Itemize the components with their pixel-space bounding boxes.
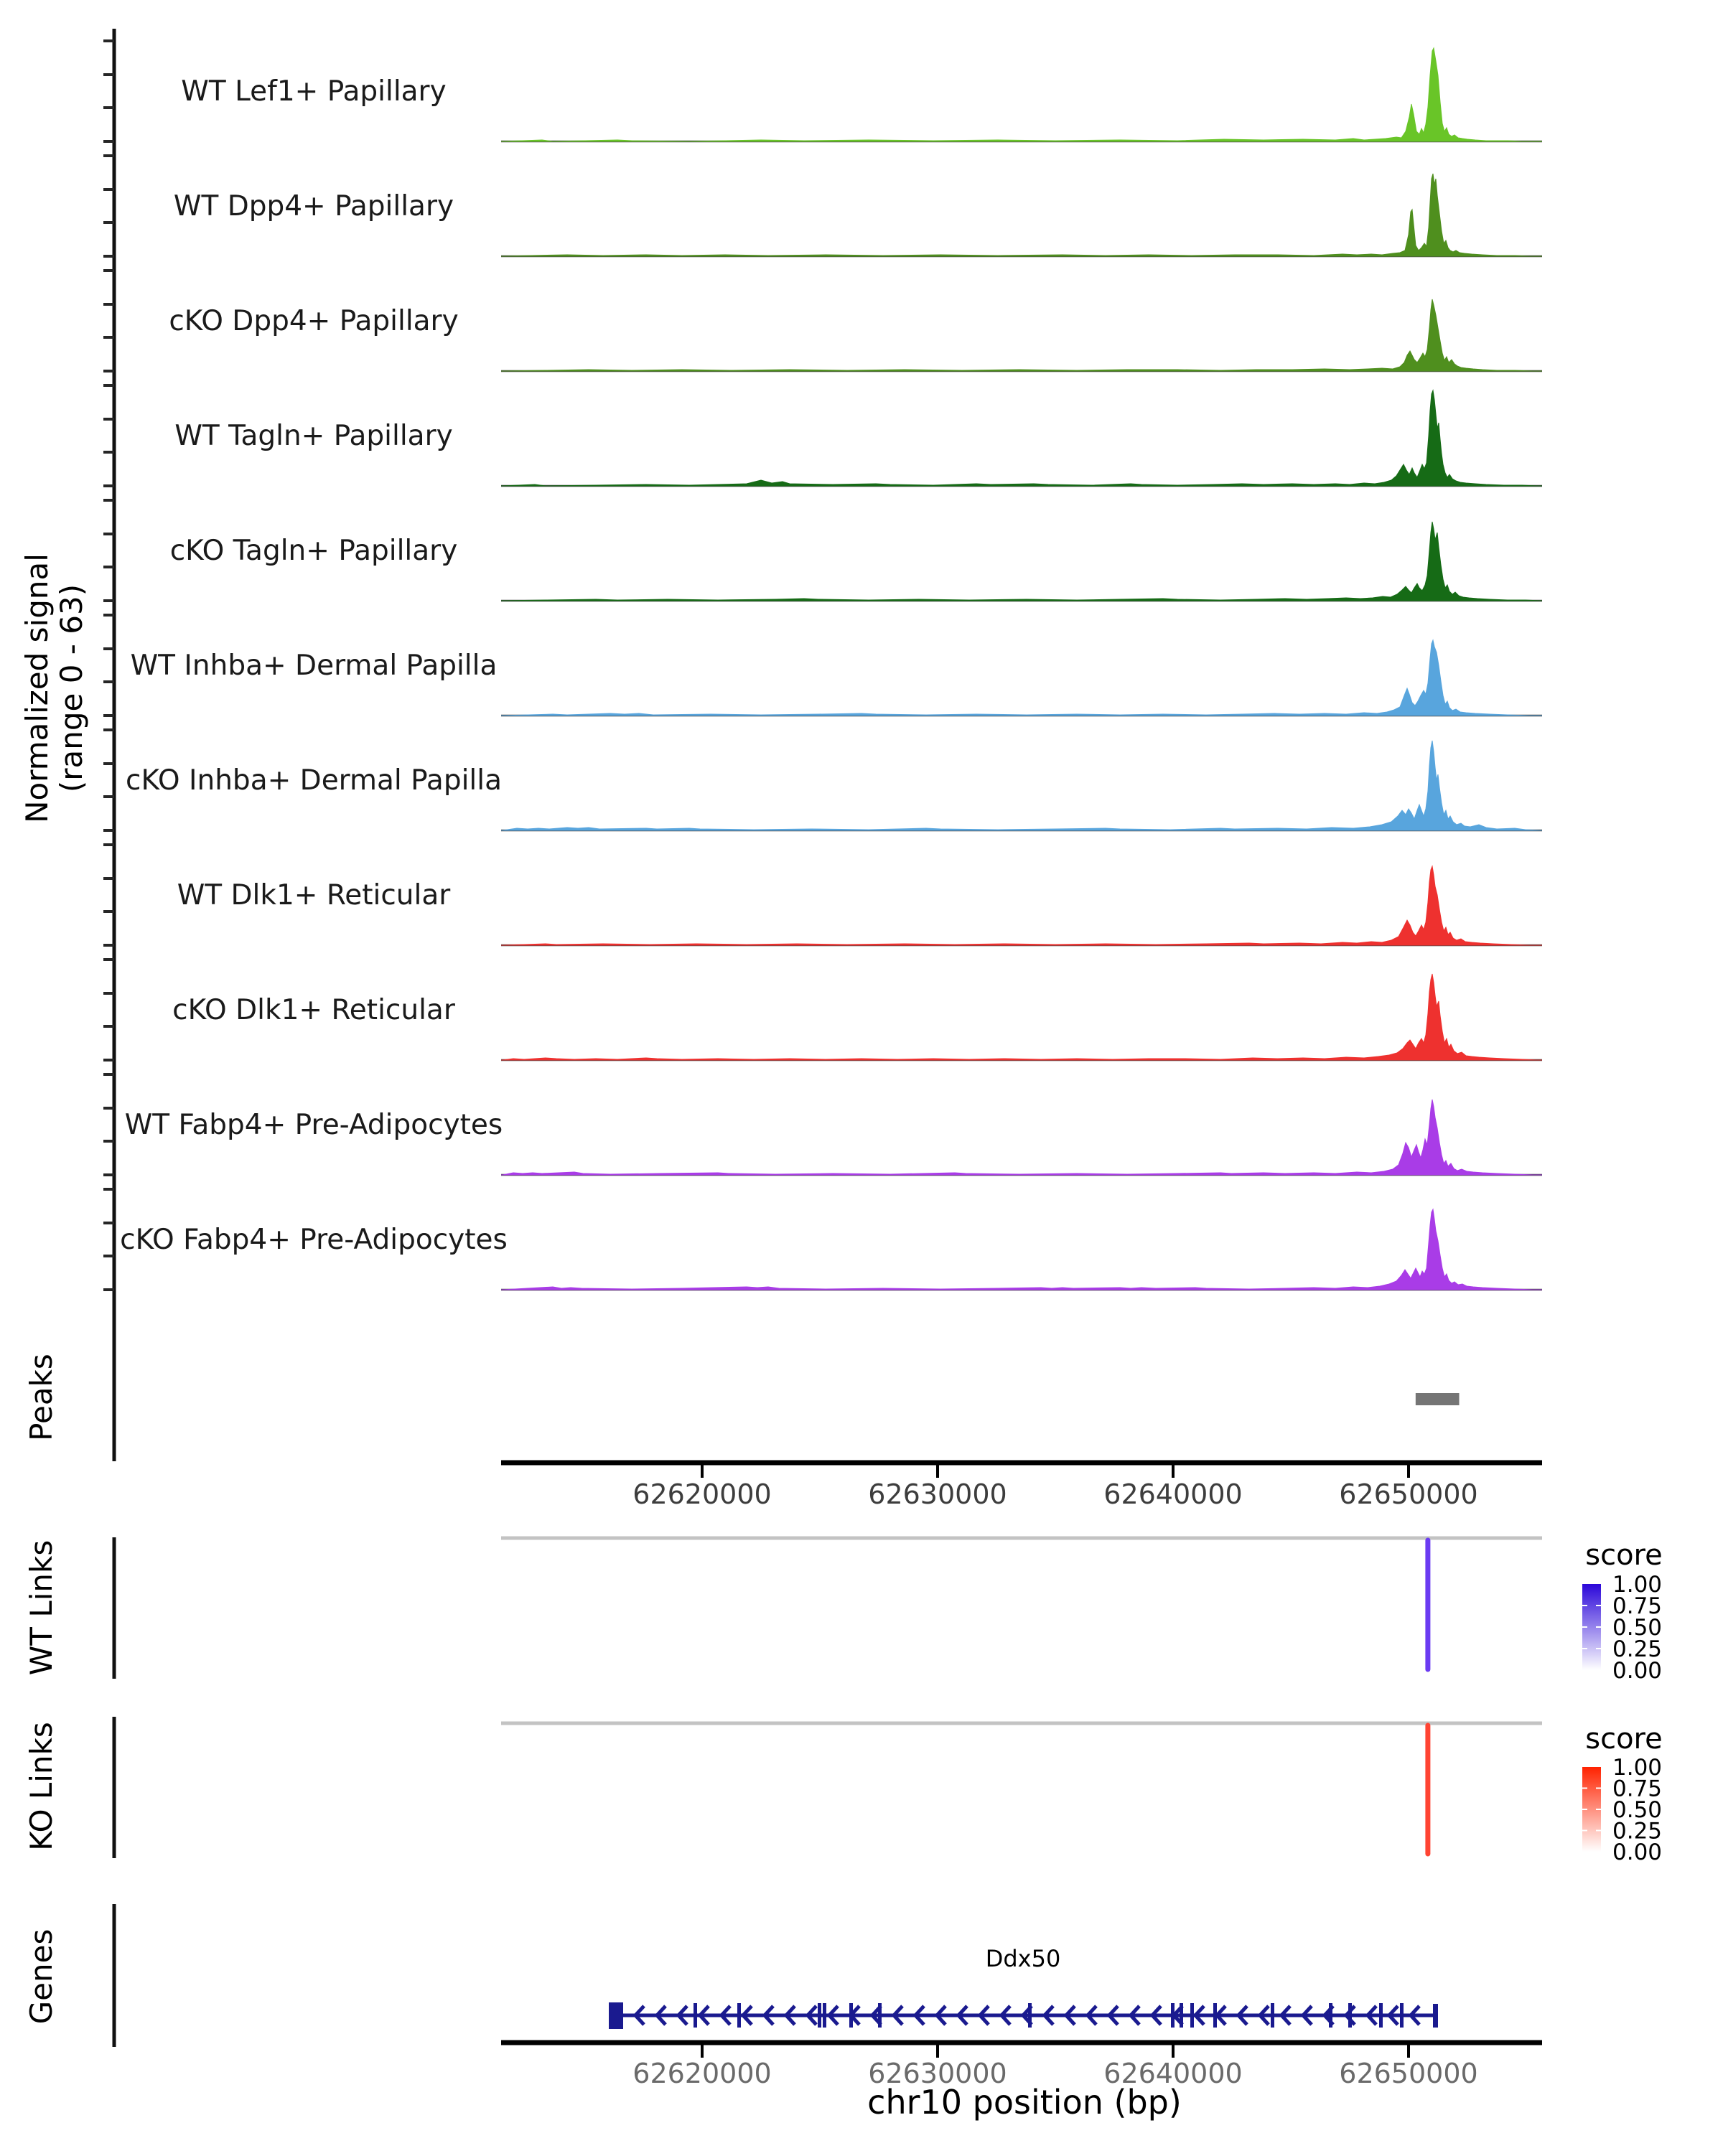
x-axis-title: chr10 position (bp) [867, 2083, 1182, 2122]
gene-exon-tick [823, 2003, 826, 2028]
signal-track [120, 1209, 1542, 1290]
y-axis-label-line2: (range 0 - 63) [54, 583, 89, 793]
wt-score-tick-label: 0.00 [1612, 1658, 1663, 1684]
wt-score-tick-label: 1.00 [1612, 1572, 1663, 1598]
peak-interval-box [1416, 1393, 1460, 1405]
track-label: WT Inhba+ Dermal Papilla [130, 650, 498, 682]
ko-score-tick-label: 1.00 [1612, 1755, 1663, 1781]
wt-links-section [501, 1538, 1662, 1684]
x-axis-tick-label: 62650000 [1339, 1478, 1478, 1510]
coverage-area [501, 1100, 1542, 1175]
gene-exon-tick [818, 2003, 821, 2028]
track-label: WT Tagln+ Papillary [174, 420, 453, 452]
signal-track [172, 974, 1542, 1060]
section-label-peaks: Peaks [24, 1354, 59, 1441]
signal-track [177, 866, 1542, 945]
gene-model-layer [609, 2002, 1438, 2029]
track-label: cKO Dlk1+ Reticular [172, 994, 455, 1026]
ko-score-legend-title: score [1585, 1723, 1663, 1756]
coverage-area [501, 390, 1542, 486]
ko-score-tick-label: 0.00 [1612, 1839, 1663, 1865]
track-label: WT Dlk1+ Reticular [177, 879, 451, 911]
y-axis-label-line1: Normalized signal [19, 553, 55, 823]
gene-name-label: Ddx50 [985, 1945, 1061, 1972]
track-label: cKO Fabp4+ Pre-Adipocytes [120, 1224, 508, 1256]
track-label: WT Dpp4+ Papillary [173, 190, 454, 222]
coverage-area [501, 640, 1542, 716]
coverage-area [501, 741, 1542, 830]
section-label-ko-links: KO Links [24, 1722, 59, 1851]
coverage-area [501, 174, 1542, 256]
ko-links-section [501, 1723, 1662, 1865]
wt-score-tick-label: 0.75 [1612, 1593, 1663, 1619]
gene-exon-tick [1400, 2003, 1404, 2028]
wt-score-tick-label: 0.50 [1612, 1615, 1663, 1641]
signal-track [181, 48, 1542, 141]
x-axis-tick-label: 62620000 [632, 2058, 772, 2089]
gene-exon-tick [1348, 2003, 1352, 2028]
x-axis-tick-label: 62640000 [1103, 1478, 1243, 1510]
signal-track [125, 1100, 1542, 1175]
x-axis-tick-label: 62640000 [1103, 2058, 1243, 2089]
track-label: WT Lef1+ Papillary [181, 75, 447, 108]
track-label: cKO Inhba+ Dermal Papilla [126, 764, 502, 797]
x-axis-tick-label: 62630000 [868, 2058, 1007, 2089]
signal-track [174, 174, 1542, 256]
signal-track [126, 741, 1542, 830]
gene-exon-tick [1271, 2003, 1274, 2028]
genomic-x-axis [501, 1463, 1542, 1510]
track-label: WT Fabp4+ Pre-Adipocytes [124, 1109, 503, 1141]
coverage-area [501, 48, 1542, 141]
section-label-genes: Genes [24, 1928, 59, 2025]
coverage-area [501, 866, 1542, 945]
x-axis-tick-label: 62650000 [1339, 2058, 1478, 2089]
track-label: cKO Dpp4+ Papillary [169, 305, 459, 337]
gene-terminal-exon [609, 2002, 623, 2029]
gene-exon-tick [694, 2003, 697, 2028]
coverage-area [501, 974, 1542, 1060]
gene-exon-tick [1379, 2003, 1383, 2028]
coverage-area [501, 522, 1542, 601]
wt-score-legend-title: score [1585, 1539, 1663, 1572]
signal-track [174, 390, 1542, 486]
ko-score-tick-label: 0.25 [1612, 1818, 1663, 1845]
x-axis-tick-label: 62630000 [868, 1478, 1007, 1510]
gene-exon-tick [737, 2003, 741, 2028]
signal-track [131, 640, 1542, 716]
links-layer [501, 1538, 1662, 1865]
signal-tracks-layer [120, 48, 1542, 1290]
section-label-wt-links: WT Links [24, 1539, 59, 1676]
signal-track [170, 522, 1542, 601]
track-label: cKO Tagln+ Papillary [169, 535, 458, 567]
ko-score-tick-label: 0.75 [1612, 1776, 1663, 1802]
gene-end-exon [1433, 2004, 1438, 2028]
coverage-area [501, 299, 1542, 371]
peaks-layer [1416, 1393, 1460, 1405]
x-axis-tick-label: 62620000 [632, 1478, 772, 1510]
coverage-area [501, 1209, 1542, 1290]
wt-score-tick-label: 0.25 [1612, 1636, 1663, 1662]
ko-score-tick-label: 0.50 [1612, 1797, 1663, 1823]
gene-model [609, 2002, 1438, 2029]
signal-track [169, 299, 1542, 371]
